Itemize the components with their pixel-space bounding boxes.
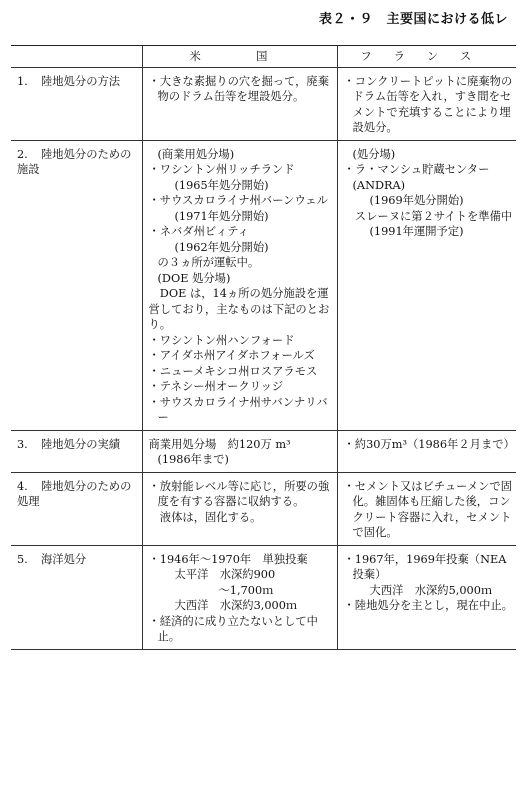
cell-line: 大西洋 水深約3,000ｍ: [174, 599, 298, 612]
us-cell: [142, 67, 337, 140]
row-item-cell: [11, 472, 142, 545]
cell-line: ・ネバダ州ビィティ: [148, 225, 249, 238]
us-cell: [142, 545, 337, 649]
cell-line: (DOE 処分場): [157, 271, 231, 285]
header-item-column: [11, 46, 142, 68]
table-row-facilities: [11, 140, 516, 430]
cell-line: 商業用処分場 約120万 m³: [148, 437, 291, 451]
france-cell: [337, 430, 516, 472]
cell-line: 太平洋 水深約900: [174, 568, 276, 581]
cell-line: ・ニューメキシコ州ロスアラモス: [148, 364, 318, 378]
row-item-cell: [11, 430, 142, 472]
cell-line: ・コンクリートピットに廃棄物のドラム缶等を入れ，すき間をセメントで充填することにより埋設処分。: [343, 74, 513, 134]
cell-line: (ANDRA): [352, 178, 406, 192]
row-item-label: 海洋処分: [41, 552, 87, 566]
cell-line: ・ラ・マンシュ貯蔵センター: [343, 163, 490, 176]
cell-line: ・約30万m³（1986年２月まで）: [343, 437, 515, 451]
cell-line: ・テネシー州オークリッジ: [148, 380, 284, 393]
cell-line: スレーヌに第２サイトを準備中: [354, 209, 513, 223]
row-number: 5.: [17, 552, 28, 566]
cell-line: (処分場): [352, 147, 396, 161]
cell-line: (1965年処分開始): [174, 178, 269, 192]
cell-line: ・アイダホ州アイダホフォールズ: [148, 349, 315, 362]
row-number: 4.: [17, 479, 28, 493]
row-number: 1.: [17, 74, 28, 88]
cell-line: DOE は，14ヵ所の処分施設を運営しており，主なものは下記のとおり。: [148, 287, 330, 331]
cell-line: ・サウスカロライナ州サバンナリバー: [148, 395, 328, 424]
cell-line: (商業用処分場): [157, 147, 235, 161]
table-row-ocean-disposal: [11, 545, 516, 649]
france-cell: [337, 140, 516, 430]
table-body: [11, 67, 516, 649]
row-item-label: 陸地処分のための処理: [17, 479, 132, 508]
cell-line: ・サウスカロライナ州バーンウェル: [148, 194, 328, 207]
cell-line: ・セメント又はビチューメンで固化。雑固体も圧縮した後，コンクリート容器に入れ，セメントで固化。: [343, 479, 513, 539]
cell-line: 〜1,700ｍ: [218, 583, 274, 597]
row-item-label: 陸地処分の方法: [41, 74, 121, 88]
table-row-method: [11, 67, 516, 140]
row-item-cell: [11, 67, 142, 140]
row-item-cell: [11, 140, 142, 430]
cell-line: 大西洋 水深約5,000ｍ: [369, 583, 493, 597]
us-cell: [142, 430, 337, 472]
cell-line: (1971年処分開始): [174, 209, 269, 223]
cell-line: ・陸地処分を主とし，現在中止。: [343, 599, 513, 612]
row-number: 2.: [17, 147, 28, 161]
row-item-label: 陸地処分のための施設: [17, 147, 132, 176]
header-row: [11, 46, 516, 68]
table-row-record: [11, 430, 516, 472]
header-france-column: フランス: [337, 46, 516, 68]
us-cell: [142, 472, 337, 545]
france-cell: [337, 545, 516, 649]
cell-line: ・1946年〜1970年 単独投棄: [148, 552, 308, 566]
cell-line: (1991年運開予定): [369, 225, 464, 238]
cell-line: 液体は，固化する。: [159, 510, 262, 524]
us-cell: [142, 140, 337, 430]
cell-line: の３ヵ所が運転中。: [157, 256, 260, 269]
cell-line: ・1967年，1969年投棄（NEA投棄）: [343, 552, 507, 581]
comparison-table: [11, 45, 516, 650]
cell-line: (1969年処分開始): [369, 194, 464, 207]
row-item-label: 陸地処分の実績: [41, 437, 121, 451]
row-number: 3.: [17, 437, 28, 451]
table-row-treatment: [11, 472, 516, 545]
cell-line: (1986年まで): [157, 453, 229, 466]
cell-line: ・ワシントン州リッチランド: [148, 163, 295, 176]
header-us-column: 米 国: [142, 46, 337, 68]
cell-line: ・経済的に成り立たないとして中止。: [148, 614, 318, 643]
cell-line: (1962年処分開始): [174, 240, 269, 254]
table-caption: 表２・９ 主要国における低レ: [318, 12, 508, 27]
cell-line: ・ワシントン州ハンフォード: [148, 333, 295, 347]
france-cell: [337, 67, 516, 140]
cell-line: ・放射能レベル等に応じ，所要の強度を有する容器に収納する。: [148, 479, 330, 508]
france-cell: [337, 472, 516, 545]
row-item-cell: [11, 545, 142, 649]
cell-line: ・大きな素掘りの穴を掘って，廃棄物のドラム缶等を埋設処分。: [148, 74, 330, 103]
